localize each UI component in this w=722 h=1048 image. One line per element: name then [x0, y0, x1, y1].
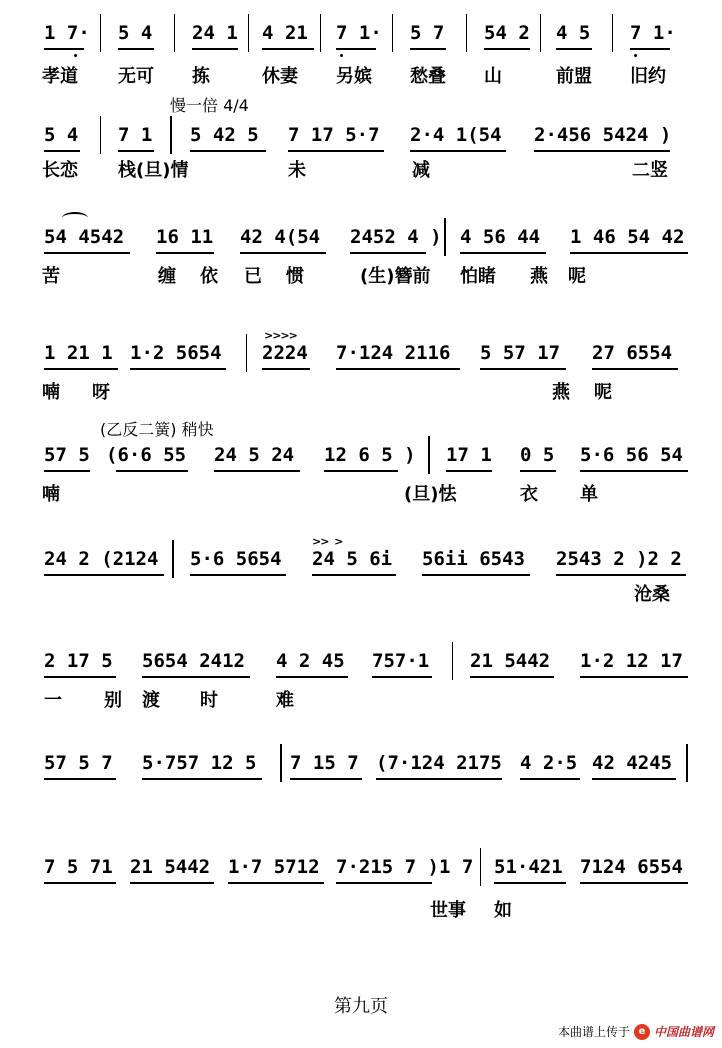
beam-line	[156, 252, 214, 254]
note-group: 21 5442	[130, 856, 211, 878]
bar-line	[320, 14, 321, 52]
lyric: 旧约	[630, 66, 666, 87]
note-group: 5 4	[44, 124, 79, 146]
beam-line	[240, 252, 326, 254]
beam-line	[44, 470, 90, 472]
lyric: 减	[412, 160, 430, 181]
note-group: 7·215 7 )1 7	[336, 856, 474, 878]
beam-line	[312, 574, 396, 576]
note-group: 2452 4 )	[350, 226, 442, 248]
note-group: (6·6 55	[106, 444, 187, 466]
beam-line	[556, 574, 686, 576]
slur-mark	[62, 212, 88, 224]
beam-line	[494, 882, 566, 884]
note-group: 2·4 1(54	[410, 124, 502, 146]
beam-line	[410, 150, 506, 152]
bar-line	[174, 14, 175, 52]
beam-line	[372, 676, 432, 678]
accent-marks: >>>>	[264, 329, 297, 342]
beam-line	[336, 48, 376, 50]
page-number: 第九页	[334, 996, 388, 1017]
note-group: 7 1·	[336, 22, 382, 44]
beam-line	[336, 368, 460, 370]
beam-line	[480, 368, 566, 370]
bar-line	[248, 14, 249, 52]
note-group: 1 7·	[44, 22, 90, 44]
tempo-marking: 慢一倍 4/4	[170, 96, 249, 115]
beam-line	[44, 368, 118, 370]
bar-line	[452, 642, 453, 680]
double-bar-line	[444, 218, 446, 256]
lyric: 未	[288, 160, 306, 181]
note-group: 5·6 56 54	[580, 444, 683, 466]
beam-line	[470, 676, 554, 678]
lyric: 依	[200, 266, 218, 287]
lyric: 孝道	[42, 66, 78, 87]
accent-marks: >> >	[312, 535, 343, 548]
lyric: 沧桑	[634, 584, 670, 605]
beam-line	[142, 676, 250, 678]
note-group: 24 2 (2124	[44, 548, 159, 570]
note-group: 7 5 71	[44, 856, 113, 878]
beam-line	[262, 48, 314, 50]
note-group: (7·124 2175	[376, 752, 502, 774]
note-group: 1 46 54 42	[570, 226, 685, 248]
beam-line	[460, 252, 546, 254]
beam-line	[262, 368, 310, 370]
beam-line	[276, 676, 348, 678]
beam-line	[214, 470, 300, 472]
lyric: 呢	[594, 382, 612, 403]
double-bar-line	[170, 116, 172, 154]
beam-line	[288, 150, 384, 152]
beam-line	[130, 882, 214, 884]
lyric: 无可	[118, 66, 154, 87]
note-group: 27 6554	[592, 342, 673, 364]
lyric: 时	[200, 690, 218, 711]
beam-line	[44, 150, 80, 152]
beam-line	[580, 470, 688, 472]
note-group: 5654 2412	[142, 650, 245, 672]
upload-credit-text: 本曲谱上传于	[557, 1025, 630, 1039]
lyric: 愁叠	[410, 66, 446, 87]
lyric: 呢	[568, 266, 586, 287]
note-group: 24 5 24	[214, 444, 295, 466]
upload-credit	[558, 1023, 714, 1040]
note-group: 0 5	[520, 444, 555, 466]
note-group: 7124 6554	[580, 856, 683, 878]
beam-line	[336, 882, 432, 884]
beam-line	[44, 252, 130, 254]
note-group: 2543 2 )2 2	[556, 548, 682, 570]
lyric: 喃	[42, 484, 60, 505]
note-group: 2224	[262, 342, 308, 364]
bar-line	[612, 14, 613, 52]
note-group: 7·124 2116	[336, 342, 451, 364]
note-group: 1·7 5712	[228, 856, 320, 878]
note-group: 42 4(54	[240, 226, 321, 248]
note-group: 5 57 17	[480, 342, 561, 364]
note-group: 16 11	[156, 226, 214, 248]
note-group: 42 4245	[592, 752, 673, 774]
lyric: (旦)怯	[404, 484, 457, 505]
beam-line	[44, 48, 84, 50]
lyric: 呀	[92, 382, 110, 403]
double-bar-line	[428, 436, 430, 474]
beam-line	[228, 882, 324, 884]
note-group: 12 6 5 )	[324, 444, 416, 466]
lyric: 一	[44, 690, 62, 711]
site-brand-link[interactable]: 中国曲谱网	[653, 1025, 714, 1039]
note-group: 17 1	[446, 444, 492, 466]
beam-line	[520, 470, 556, 472]
beam-line	[410, 48, 446, 50]
note-group: 5 7	[410, 22, 445, 44]
note-group: 5 4	[118, 22, 153, 44]
lyric: 喃	[42, 382, 60, 403]
beam-line	[192, 48, 238, 50]
lyric: 前盟	[556, 66, 592, 87]
note-group: 57 5	[44, 444, 90, 466]
note-group: 1·2 12 17	[580, 650, 683, 672]
beam-line	[630, 48, 670, 50]
beam-line	[446, 470, 492, 472]
section-marking: (乙反二簧) 稍快	[100, 420, 214, 439]
beam-line	[556, 48, 592, 50]
lyric: 渡	[142, 690, 160, 711]
beam-line	[376, 778, 502, 780]
lyric: 燕	[552, 382, 570, 403]
note-group: 57 5 7	[44, 752, 113, 774]
lyric: 长恋	[42, 160, 78, 181]
note-group: 24 5 6i	[312, 548, 393, 570]
note-group: 7 17 5·7	[288, 124, 380, 146]
lyric: 山	[484, 66, 502, 87]
beam-line	[324, 470, 398, 472]
bar-line	[246, 334, 247, 372]
beam-line	[290, 778, 362, 780]
note-group: 7 1·	[630, 22, 676, 44]
lyric: 拣	[192, 66, 210, 87]
lyric: 已	[244, 266, 262, 287]
octave-dot	[634, 54, 637, 57]
beam-line	[520, 778, 580, 780]
beam-line	[534, 150, 670, 152]
note-group: 5 42 5	[190, 124, 259, 146]
beam-line	[422, 574, 530, 576]
bar-line	[100, 14, 101, 52]
bar-line	[480, 848, 481, 886]
note-group: 2 17 5	[44, 650, 113, 672]
lyric: 怕睹	[460, 266, 496, 287]
note-group: 51·421	[494, 856, 563, 878]
lyric: 难	[276, 690, 294, 711]
beam-line	[44, 778, 116, 780]
beam-line	[44, 574, 164, 576]
double-bar-line	[172, 540, 174, 578]
note-group: 757·1	[372, 650, 430, 672]
note-group: 21 5442	[470, 650, 551, 672]
lyric: 苦	[42, 266, 60, 287]
beam-line	[592, 778, 676, 780]
note-group: 4 2·5	[520, 752, 578, 774]
note-group: 24 1	[192, 22, 238, 44]
note-group: 5·757 12 5	[142, 752, 257, 774]
bar-line	[466, 14, 467, 52]
note-group: 5·6 5654	[190, 548, 282, 570]
bar-line	[100, 116, 101, 154]
double-bar-line	[280, 744, 282, 782]
beam-line	[484, 48, 530, 50]
bar-line	[392, 14, 393, 52]
beam-line	[580, 676, 688, 678]
double-bar-line	[686, 744, 688, 782]
beam-line	[44, 882, 116, 884]
lyric: 休妻	[262, 66, 298, 87]
beam-line	[44, 676, 116, 678]
note-group: 1·2 5654	[130, 342, 222, 364]
note-group: 4 2 45	[276, 650, 345, 672]
beam-line	[190, 574, 286, 576]
beam-line	[592, 368, 678, 370]
lyric: 别	[104, 690, 122, 711]
lyric: 惯	[286, 266, 304, 287]
note-group: 54 2	[484, 22, 530, 44]
octave-dot	[340, 54, 343, 57]
lyric: 衣	[520, 484, 538, 505]
note-group: 4 21	[262, 22, 308, 44]
beam-line	[580, 882, 688, 884]
lyric: 二竖	[632, 160, 668, 181]
note-group: 2·456 5424 )	[534, 124, 672, 146]
lyric: 燕	[530, 266, 548, 287]
note-group: 7 1	[118, 124, 153, 146]
beam-line	[570, 252, 688, 254]
beam-line	[118, 150, 154, 152]
lyric: 世事	[430, 900, 466, 921]
note-group: 4 5	[556, 22, 591, 44]
beam-line	[350, 252, 426, 254]
beam-line	[190, 150, 266, 152]
lyric: (生)簪前	[360, 266, 431, 287]
bar-line	[540, 14, 541, 52]
note-group: 56ii 6543	[422, 548, 525, 570]
lyric: 如	[494, 900, 512, 921]
beam-line	[118, 48, 154, 50]
note-group: 1 21 1	[44, 342, 113, 364]
lyric: 单	[580, 484, 598, 505]
beam-line	[142, 778, 262, 780]
note-group: 4 56 44	[460, 226, 541, 248]
lyric: 另嫔	[336, 66, 372, 87]
beam-line	[130, 368, 226, 370]
lyric: 缠	[158, 266, 176, 287]
note-group: 7 15 7	[290, 752, 359, 774]
note-group: 54 4542	[44, 226, 125, 248]
qupu-logo-icon: e	[634, 1024, 650, 1040]
lyric: 栈(旦)情	[118, 160, 189, 181]
octave-dot	[74, 54, 77, 57]
beam-line	[116, 470, 188, 472]
